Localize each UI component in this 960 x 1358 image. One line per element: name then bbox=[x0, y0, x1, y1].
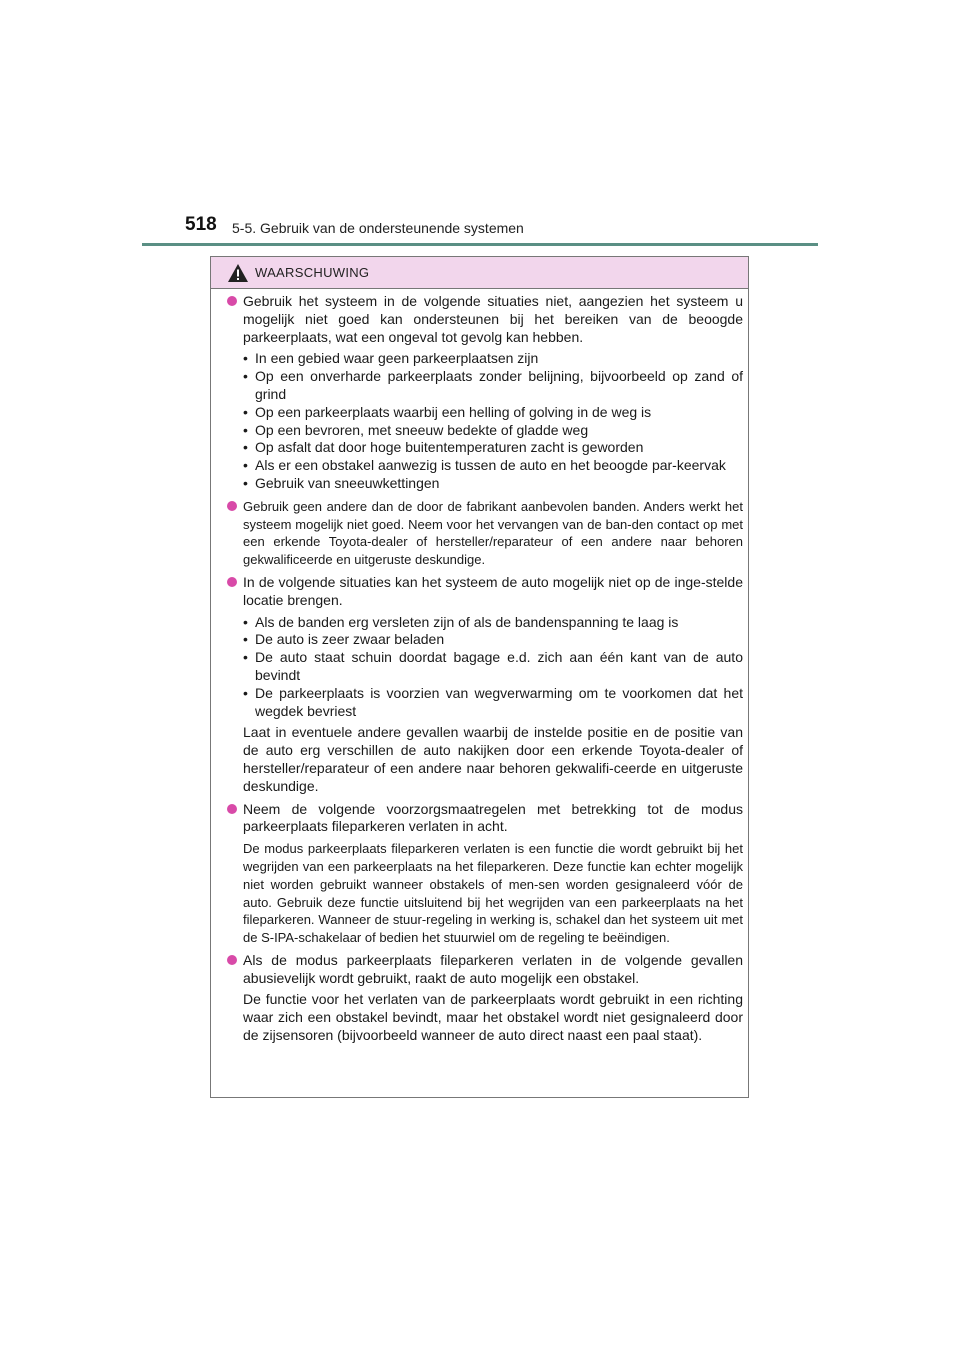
list-item: • In een gebied waar geen parkeerplaatsen zijn bbox=[243, 350, 743, 368]
page-number: 518 bbox=[185, 214, 217, 235]
warning-item bbox=[227, 293, 743, 493]
warning-item-text: Neem de volgende voorzorgsmaatregelen met betrekking tot de modus parkeerplaats fileparkeren verlaten in acht. bbox=[243, 800, 743, 835]
header-divider bbox=[142, 243, 818, 246]
list-item: • Op een parkeerplaats waarbij een helling of golving in de weg is bbox=[243, 404, 743, 422]
warning-item bbox=[227, 498, 743, 569]
warning-header bbox=[211, 257, 748, 289]
warning-item-text: Als de modus parkeerplaats fileparkeren verlaten in de volgende gevallen abusievelijk wordt gebruikt, raakt de auto mogelijk een obstakel. bbox=[243, 951, 743, 986]
list-item: • De auto is zeer zwaar beladen bbox=[243, 631, 743, 649]
list-item: • Als de banden erg versleten zijn of als de bandenspanning te laag is bbox=[243, 614, 743, 632]
warning-item-text: In de volgende situaties kan het systeem de auto mogelijk niet op de inge-stelde locatie brengen. bbox=[243, 573, 743, 608]
warning-item-text: Gebruik geen andere dan de door de fabrikant aanbevolen banden. Anders werkt het systeem mogelijk niet goed. Neem voor het vervangen van de ban-den contact op met een erkende Toyota-dealer of hersteller/reparateur of een andere naar behoren gekwalificeerde en uitgeruste deskundige. bbox=[243, 498, 743, 568]
warning-box bbox=[210, 256, 749, 1098]
bullet-dot-icon bbox=[227, 955, 237, 965]
sublist bbox=[243, 350, 743, 492]
warning-item bbox=[227, 952, 743, 1045]
list-item: • De parkeerplaats is voorzien van wegverwarming om te voorkomen dat het wegdek bevriest bbox=[243, 685, 743, 721]
bullet-dot-icon bbox=[227, 296, 237, 306]
list-item: • De auto staat schuin doordat bagage e.d. zich aan één kant van de auto bevindt bbox=[243, 649, 743, 685]
bullet-dot-icon bbox=[227, 804, 237, 814]
warning-item bbox=[227, 801, 743, 947]
list-item: • Op asfalt dat door hoge buitentemperaturen zacht is geworden bbox=[243, 439, 743, 457]
list-item: • Op een onverharde parkeerplaats zonder belijning, bijvoorbeeld op zand of grind bbox=[243, 368, 743, 404]
list-item: • Als er een obstakel aanwezig is tussen de auto en het beoogde par-keervak bbox=[243, 457, 743, 475]
warning-content bbox=[227, 293, 743, 1050]
sublist bbox=[243, 614, 743, 721]
list-item: • Gebruik van sneeuwkettingen bbox=[243, 475, 743, 493]
warning-item-note: Laat in eventuele andere gevallen waarbij de instelde positie en de positie van de auto erg verschillen de auto nakijken door een erkende Toyota-dealer of hersteller/reparateur of een andere naar behoren gekwalifi-ceerde en uitgeruste deskundige. bbox=[243, 724, 743, 794]
warning-item-text: Gebruik het systeem in de volgende situaties niet, aangezien het systeem u mogelijk niet goed kan ondersteunen bij het bereiken van de beoogde parkeerplaats, wat een ongeval tot gevolg kan hebben. bbox=[243, 293, 743, 345]
warning-triangle-icon bbox=[227, 263, 249, 283]
warning-item bbox=[227, 574, 743, 796]
warning-item-note: De modus parkeerplaats fileparkeren verlaten is een functie die wordt gebruikt bij het wegrijden van een parkeerplaats na het fileparkeren. Deze functie kan echter mogelijk niet worden gebruikt wanneer obstakels of men-sen worden gesignaleerd vóór de auto. Gebruik deze functie uitsluitend bij het wegrijden van een parkeerplaats na het fileparkeren. Wanneer de stuur-regeling in werking is, schakel dan het systeem uit met de S-IPA-schakelaar of bedien het stuurwiel om de regeling te beëindigen. bbox=[243, 841, 743, 946]
bullet-dot-icon bbox=[227, 501, 237, 511]
warning-item-note: De functie voor het verlaten van de parkeerplaats wordt gebruikt in een richting waar zich een obstakel bevindt, maar het obstakel wordt niet gesignaleerd door de zijsensoren (bijvoorbeeld wanneer de auto direct naast een paal staat). bbox=[243, 991, 743, 1044]
warning-title: WAARSCHUWING bbox=[255, 265, 370, 280]
section-title: 5-5. Gebruik van de ondersteunende systemen bbox=[232, 220, 524, 236]
list-item: • Op een bevroren, met sneeuw bedekte of gladde weg bbox=[243, 422, 743, 440]
bullet-dot-icon bbox=[227, 577, 237, 587]
